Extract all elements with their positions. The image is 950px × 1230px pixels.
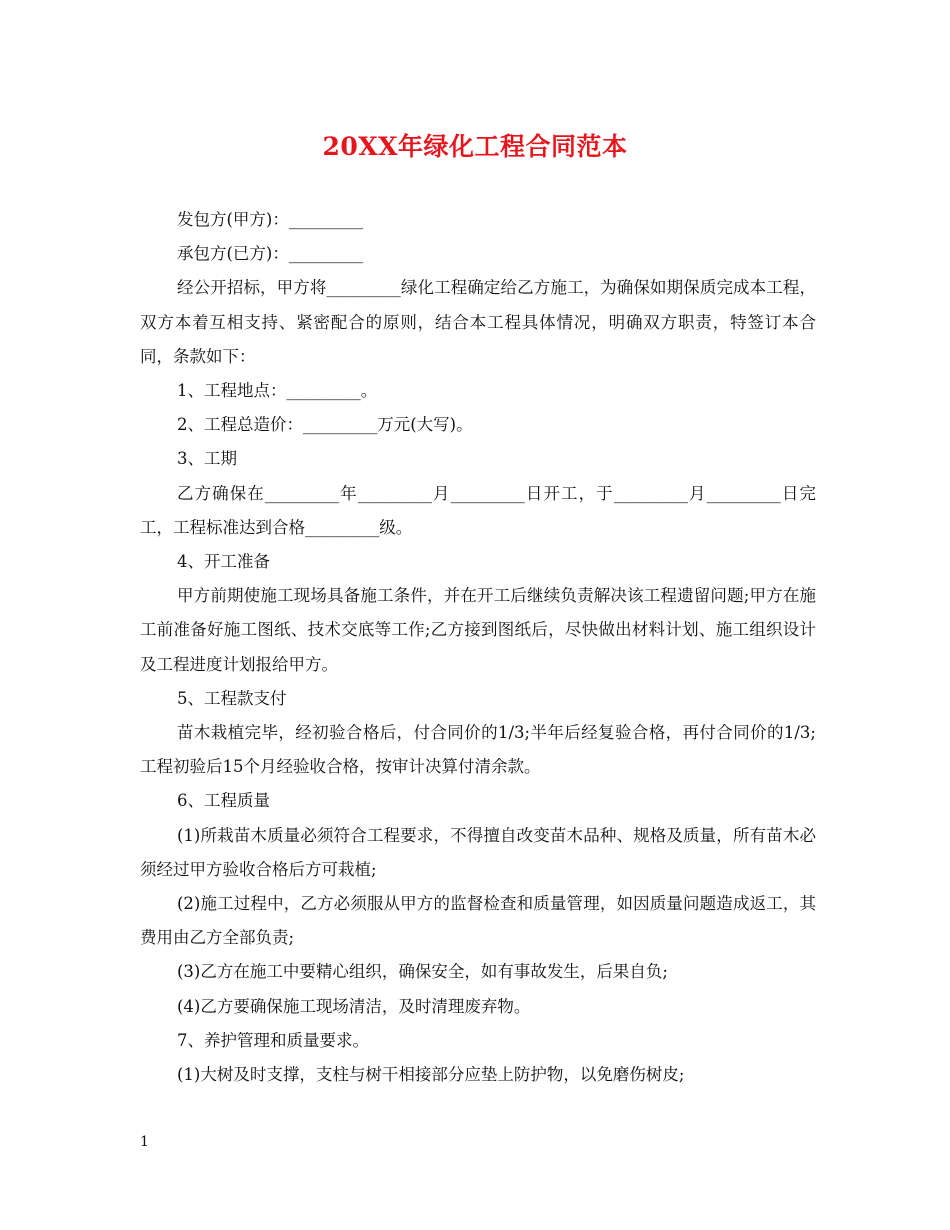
document-title: 20XX年绿化工程合同范本 (322, 132, 628, 161)
paragraph: 经公开招标，甲方将_________绿化工程确定给乙方施工，为确保如期保质完成本工程，双方本着互相支持、紧密配合的原则，结合本工程具体情况，明确双方职责，特签订本合同，条款如下： (140, 278, 816, 366)
page-number: 1 (140, 1134, 149, 1150)
paragraph: (2)施工过程中，乙方必须服从甲方的监督检查和质量管理，如因质量问题造成返工，其费用由乙方全部负责; (140, 894, 816, 948)
paragraph: 6、工程质量 (177, 791, 270, 811)
paragraph: 5、工程款支付 (177, 688, 287, 708)
paragraph: 3、工期 (177, 449, 237, 469)
paragraph: 1、工程地点：_________。 (177, 381, 378, 401)
paragraph: (1)大树及时支撑，支柱与树干相接部分应垫上防护物，以免磨伤树皮; (177, 1065, 685, 1085)
paragraph: 承包方(已方)：_________ (177, 244, 364, 264)
document-body (140, 203, 816, 1092)
paragraph: (3)乙方在施工中要精心组织，确保安全，如有事故发生，后果自负; (177, 962, 668, 982)
paragraph: 乙方确保在_________年_________月_________日开工，于_________月_________日完工，工程标准达到合格_________级。 (140, 483, 816, 537)
paragraph: 7、养护管理和质量要求。 (177, 1030, 369, 1050)
paragraph: (1)所栽苗木质量必须符合工程要求，不得擅自改变苗木品种、规格及质量，所有苗木必须经过甲方验收合格后方可栽植; (140, 825, 816, 879)
paragraph: (4)乙方要确保施工现场清洁，及时清理废弃物。 (177, 996, 531, 1016)
paragraph: 苗木栽植完毕，经初验合格后，付合同价的1/3;半年后经复验合格，再付合同价的1/3;工程初验后15个月经验收合格，按审计决算付清余款。 (140, 723, 816, 777)
paragraph: 发包方(甲方)：_________ (177, 210, 364, 229)
paragraph: 2、工程总造价：_________万元(大写)。 (177, 415, 473, 435)
paragraph: 4、开工准备 (177, 552, 270, 572)
paragraph: 甲方前期使施工现场具备施工条件，并在开工后继续负责解决该工程遗留问题;甲方在施工前准备好施工图纸、技术交底等工作;乙方接到图纸后，尽快做出材料计划、施工组织设计及工程进度计划报给甲方。 (140, 586, 816, 674)
